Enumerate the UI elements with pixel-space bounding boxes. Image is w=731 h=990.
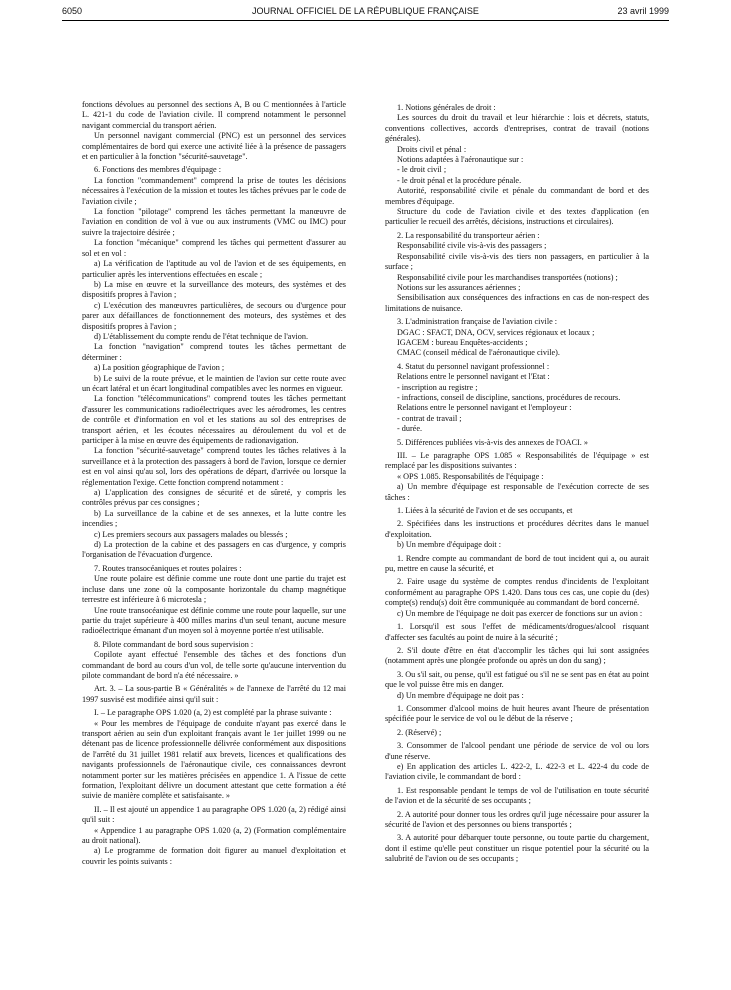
- paragraph: Sensibilisation aux conséquences des infractions en cas de non-respect des limitations de nuisance.: [385, 293, 649, 313]
- paragraph: 8. Pilote commandant de bord sous supervision :: [94, 639, 254, 649]
- paragraph: e) En application des articles L. 422-2, L. 422-3 et L. 422-4 du code de l'aviation civile, le commandant de bord :: [385, 761, 649, 782]
- right-column: [385, 100, 649, 980]
- paragraph: Copilote ayant effectué l'ensemble des tâches et des fonctions d'un commandant de bord au cours d'un vol, de telle sorte qu'aucune intervention du pilote commandant de bord n'a été nécessaire. »: [82, 650, 346, 680]
- paragraph: a) L'application des consignes de sécurité et de sûreté, y compris les contrôles prévus par ces consignes ;: [82, 488, 346, 508]
- paragraph: 6. Fonctions des membres d'équipage :: [94, 165, 221, 175]
- paragraph: Autorité, responsabilité civile et pénale du commandant de bord et des membres d'équipage.: [385, 186, 649, 206]
- paragraph: b) Le suivi de la route prévue, et le maintien de l'avion sur cette route avec un écart latéral et un écart longitudinal compatibles avec les normes en vigueur.: [82, 373, 346, 393]
- paragraph: Notions adaptées à l'aéronautique sur :: [397, 155, 524, 165]
- paragraph: 1. Notions générales de droit :: [397, 103, 496, 112]
- paragraph: b) La mise en œuvre et la surveillance des moteurs, des systèmes et des dispositifs propres à l'avion ;: [82, 279, 346, 300]
- paragraph: a) La position géographique de l'avion ;: [94, 363, 225, 373]
- paragraph: b) Un membre d'équipage doit :: [397, 540, 502, 550]
- paragraph: Les sources du droit du travail et leur hiérarchie : lois et décrets, statuts, conventions collectives, accords d'entreprises, contrat de travail (notions générales).: [385, 113, 649, 144]
- paragraph: Art. 3. – La sous-partie B « Généralités » de l'annexe de l'arrêté du 12 mai 1997 susvisé est modifiée ainsi qu'il suit :: [82, 684, 346, 704]
- paragraph: Responsabilité civile vis-à-vis des passagers ;: [397, 241, 547, 251]
- paragraph: c) Les premiers secours aux passagers malades ou blessés ;: [94, 529, 288, 539]
- paragraph: Structure du code de l'aviation civile et des textes d'application (en particulier le recueil des arrêtés, décisions, instructions et circulaires).: [385, 207, 649, 227]
- paragraph: 1. Rendre compte au commandant de bord de tout incident qui a, ou aurait pu, mettre en cause la sécurité, et: [385, 553, 649, 574]
- paragraph: - contrat de travail ;: [397, 413, 462, 423]
- paragraph: 2. (Réservé) ;: [397, 727, 442, 737]
- paragraph: Responsabilité civile vis-à-vis des tiers non passagers, en particulier à la surface ;: [385, 251, 649, 272]
- paragraph: 2. Spécifiées dans les instructions et procédures décrites dans le manuel d'exploitation.: [385, 519, 649, 539]
- paragraph: 1. Est responsable pendant le temps de vol de l'utilisation en toute sécurité de l'avion et de la sécurité de ses occupants ;: [385, 785, 649, 806]
- paragraph: d) La protection de la cabine et des passagers en cas d'urgence, y compris l'organisation de l'évacuation d'urgence.: [82, 540, 346, 560]
- paragraph: fonctions dévolues au personnel des sections A, B ou C mentionnées à l'article L. 421-1 du code de l'aviation civile. Il comprend notamment le personnel navigant commercial du transport aérien.: [82, 100, 346, 130]
- paragraph: CMAC (conseil médical de l'aéronautique civile).: [397, 348, 560, 358]
- paragraph: Relations entre le personnel navigant et l'employeur :: [397, 403, 572, 413]
- paragraph: Un personnel navigant commercial (PNC) est un personnel des services complémentaires de bord qui exerce une activité liée à la présence de passagers et en particulier à la fonction "sécurité-sauvetage".: [82, 131, 346, 162]
- paragraph: DGAC : SFACT, DNA, OCV, services régionaux et locaux ;: [397, 327, 595, 337]
- paragraph: La fonction "mécanique" comprend les tâches qui permettent d'assurer au sol et en vol :: [82, 238, 346, 258]
- paragraph: c) L'exécution des manœuvres particulières, de secours ou d'urgence pour parer aux défaillances de fonctionnement des moteurs, des systèmes et des dispositifs propres à l'avion ;: [82, 300, 346, 331]
- paragraph: 5. Différences publiées vis-à-vis des annexes de l'OACI. »: [397, 437, 588, 447]
- paragraph: Une route transocéanique est définie comme une route pour laquelle, sur une partie du trajet supérieure à 400 milles marins d'un seul tenant, aucune mesure radioélectrique émanant d'un moyen sol à moyenne portée n'est utilisable.: [82, 605, 346, 636]
- paragraph: I. – Le paragraphe OPS 1.020 (a, 2) est complété par la phrase suivante :: [94, 708, 332, 718]
- paragraph: d) L'établissement du compte rendu de l'état technique de l'avion.: [94, 331, 309, 341]
- paragraph: b) La surveillance de la cabine et de ses annexes, et la lutte contre les incendies ;: [82, 508, 346, 529]
- paragraph: 3. Ou s'il sait, ou pense, qu'il est fatigué ou s'il ne se sent pas en état au point que le vol puisse être mis en danger.: [385, 669, 649, 690]
- paragraph: - inscription au registre ;: [397, 382, 478, 392]
- paragraph: c) Un membre de l'équipage ne doit pas exercer de fonctions sur un avion :: [397, 608, 643, 618]
- paragraph: « OPS 1.085. Responsabilités de l'équipage :: [397, 471, 544, 481]
- paragraph: Droits civil et pénal :: [397, 144, 467, 154]
- paragraph: La fonction "commandement" comprend la prise de toutes les décisions nécessaires à l'exécution de la mission et toutes les tâches prévues par le code de l'aviation civile ;: [82, 175, 346, 206]
- paragraph: a) Un membre d'équipage est responsable de l'exécution correcte de ses tâches :: [385, 482, 649, 502]
- paragraph: III. – Le paragraphe OPS 1.085 « Responsabilités de l'équipage » est remplacé par les dispositions suivantes :: [385, 451, 649, 471]
- paragraph: 2. S'il doute d'être en état d'accomplir les tâches qui lui sont assignées (notamment après une plongée profonde ou après un don du sang) ;: [385, 645, 649, 666]
- paragraph: d) Un membre d'équipage ne doit pas :: [397, 690, 524, 700]
- paragraph: 3. L'administration française de l'aviation civile :: [397, 317, 558, 327]
- paragraph: Responsabilité civile pour les marchandises transportées (notions) ;: [397, 272, 618, 282]
- paragraph: II. – Il est ajouté un appendice 1 au paragraphe OPS 1.020 (a, 2) rédigé ainsi qu'il suit :: [82, 804, 346, 825]
- paragraph: - infractions, conseil de discipline, sanctions, procédures de recours.: [397, 392, 621, 402]
- paragraph: La fonction "télécommunications" comprend toutes les tâches permettant d'assurer les communications radioélectriques avec les aérodromes, les centres de contrôle et d'information en vol et les stations au sol des entreprises de transport aérien, et les écoutes nécessaires au déroulement du vol et de participer à la mise en œuvre des équipements de radionavigation.: [82, 394, 346, 445]
- header-rule: [62, 20, 669, 21]
- paragraph: 1. Lorsqu'il est sous l'effet de médicaments/drogues/alcool risquant d'affecter ses facultés au point de nuire à la sécurité ;: [385, 622, 649, 642]
- paragraph: « Pour les membres de l'équipage de conduite n'ayant pas exercé dans le transport aérien au sein d'un exploitant français avant le 1er juillet 1999 ou ne détenant pas de licence professionnelle délivrée conformément aux dispositions de l'arrêté du 31 juillet 1981 relatif aux brevets, licences et qualifications des navigants professionnels de l'aéronautique civile, ces connaissances devront notamment porter sur les matières précisées en appendice 1. A l'issue de cette formation, l'exploitant délivre un document attestant que cette formation a été suivie de manière complète et satisfaisante. »: [82, 718, 346, 801]
- paragraph: 2. La responsabilité du transporteur aérien :: [397, 230, 540, 240]
- paragraph: - le droit pénal et la procédure pénale.: [397, 175, 522, 185]
- paragraph: IGACEM : bureau Enquêtes-accidents ;: [397, 337, 528, 347]
- paragraph: Relations entre le personnel navigant et l'Etat :: [397, 372, 550, 382]
- page-number: 6050: [62, 6, 83, 16]
- left-column: [82, 100, 346, 972]
- paragraph: La fonction "navigation" comprend toutes les tâches permettant de déterminer :: [82, 342, 346, 362]
- page-header: [62, 6, 669, 20]
- paragraph: - durée.: [397, 424, 423, 434]
- paragraph: « Appendice 1 au paragraphe OPS 1.020 (a, 2) (Formation complémentaire au droit national).: [82, 825, 346, 846]
- paragraph: 3. A autorité pour débarquer toute personne, ou toute partie du chargement, dont il estime qu'elle peut constituer un risque potentiel pour la sécurité ou la salubrité de l'avion ou de ses occupants ;: [385, 833, 649, 864]
- paragraph: 7. Routes transocéaniques et routes polaires :: [94, 563, 242, 573]
- paragraph: 2. Faire usage du système de comptes rendus d'incidents de l'exploitant conformément au paragraphe OPS 1.420. Dans tous ces cas, une copie du (des) compte(s) rendu(s) doit être communiquée au commandant de bord concerné.: [385, 577, 649, 608]
- paragraph: La fonction "pilotage" comprend les tâches permettant la manœuvre de l'aviation en condition de vol à vue ou aux instruments (VMC ou IMC) pour suivre la trajectoire désirée ;: [82, 207, 346, 237]
- publication-date: 23 avril 1999: [617, 6, 669, 16]
- paragraph: - le droit civil ;: [397, 165, 447, 175]
- paragraph: 4. Statut du personnel navigant professionnel :: [397, 361, 550, 371]
- journal-title: JOURNAL OFFICIEL DE LA RÉPUBLIQUE FRANÇAISE: [252, 6, 479, 16]
- paragraph: 1. Consommer d'alcool moins de huit heures avant l'heure de présentation spécifiée pour le service de vol ou le début de la réserve ;: [385, 703, 649, 724]
- paragraph: 2. A autorité pour donner tous les ordres qu'il juge nécessaire pour assurer la sécurité de l'avion et des personnes ou biens transportés ;: [385, 809, 649, 829]
- paragraph: 1. Liées à la sécurité de l'avion et de ses occupants, et: [397, 506, 573, 516]
- paragraph: 3. Consommer de l'alcool pendant une période de service de vol ou lors d'une réserve.: [385, 741, 649, 761]
- paragraph: a) La vérification de l'aptitude au vol de l'avion et de ses équipements, en particulier après les interventions effectuées en escale ;: [82, 259, 346, 279]
- paragraph: La fonction "sécurité-sauvetage" comprend toutes les tâches relatives à la surveillance et à la protection des passagers à bord de l'avion, lorsque ce dernier est en vol ainsi qu'au sol, lors des opérations de départ, d'arrivée ou lorsque la réglementation l'exige. Cette fonction comprend notamment :: [82, 446, 346, 487]
- paragraph: Une route polaire est définie comme une route dont une partie du trajet est incluse dans une zone où la composante horizontale du champ magnétique terrestre est inférieure à 6 microtesla ;: [82, 574, 346, 605]
- paragraph: a) Le programme de formation doit figurer au manuel d'exploitation et couvrir les points suivants :: [82, 846, 346, 866]
- paragraph: Notions sur les assurances aériennes ;: [397, 282, 521, 292]
